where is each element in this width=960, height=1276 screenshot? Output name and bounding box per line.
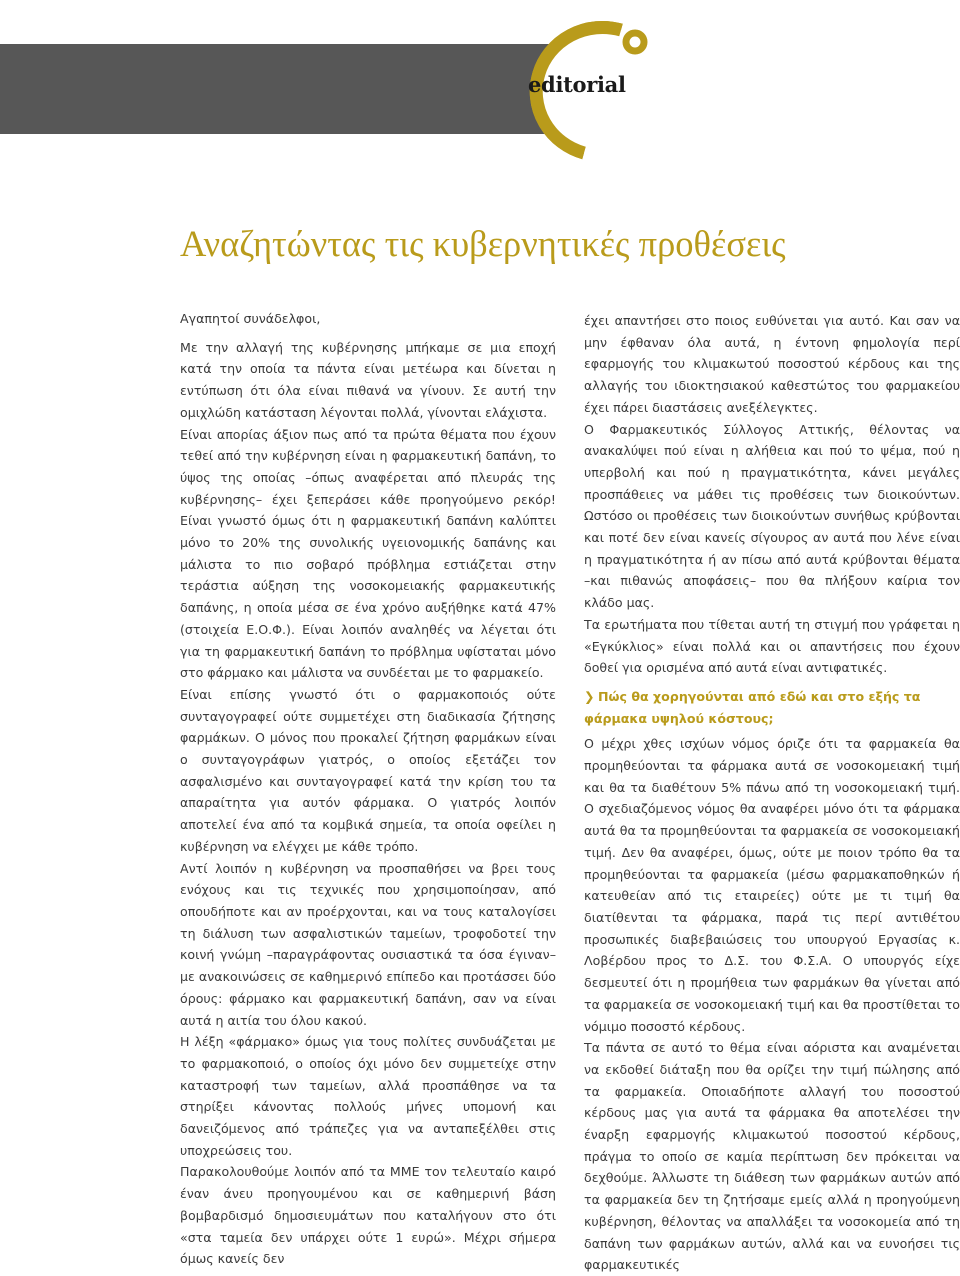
editorial-c-logo xyxy=(0,0,960,200)
paragraph: Η λέξη «φάρμακο» όμως για τους πολίτες συνδυάζεται με το φαρμακοποιό, ο οποίος όχι μόνο δεν συμμετείχε στην καταστροφή των ταμείων, αλλά προσπάθησε να τα στηρίξει κάνοντας πολλούς μήνες υπομονή και δανειζόμενος από τράπεζες για να ανταπεξέλθει στις υποχρεώσεις του. xyxy=(180,1034,556,1158)
paragraph: Παρακολουθούμε λοιπόν από τα ΜΜΕ τον τελευταίο καιρό έναν άνευ προηγουμένου και σε καθημερινή βάση βομβαρδισμό δημοσιευμάτων που καταλήγουν στο ότι «στα ταμεία δεν υπάρχει ούτε 1 ευρώ». Μέχρι σήμερα όμως κανείς δεν xyxy=(180,1164,556,1267)
paragraph: Αντί λοιπόν η κυβέρνηση να προσπαθήσει να βρει τους ενόχους και τις τεχνικές που χρησιμοποίησαν, από οπουδήποτε και αν προέρχονται, και να τους καταλογίσει τη διάλυση των ασφαλιστικών ταμείων, τροφοδοτεί την κοινή γνώμη –παραγράφοντας ουσιαστικά τα όσα έγιναν– με ανακοινώσεις σε καθημερινό επίπεδο και προτάσσει δύο όρους: φάρμακο και φαρμακευτική δαπάνη, σαν να είναι αυτά η αιτία του όλου κακού. xyxy=(180,860,556,1028)
subheading-text: Πώς θα χορηγούνται από εδώ και στο εξής τα φάρμακα υψηλού κόστους; xyxy=(584,688,921,726)
paragraph: Ο μέχρι χθες ισχύων νόμος όριζε ότι τα φαρμακεία θα προμηθεύονται τα φάρμακα αυτά σε νοσοκομειακή τιμή και θα τα διαθέτουν 5% πάνω από τη νοσοκομειακή τιμή. Ο σχεδιαζόμενος νόμος θα αναφέρει μόνο ότι τα φάρμακα αυτά θα τα προμηθεύονται τα φαρμακεία σε νοσοκομειακή τιμή. Δεν θα αναφέρει, όμως, ούτε με ποιον τρόπο θα τα προμηθεύονται τα φαρμακεία (μέσω φαρμακαποθηκών ή κατευθείαν από τις εταιρείες) ούτε με τι τιμή θα διατίθενται τα φάρμακα, παρά τις περί αντιθέτου προσωπικές διαβεβαιώσεις του υπουργού Εργασίας κ. Λοβέρδου προς το Δ.Σ. του Φ.Σ.Α. Ο υπουργός είχε δεσμευτεί ότι η προμήθεια των φαρμάκων θα γίνεται από τα φαρμακεία σε νοσοκομειακή τιμή και θα προστίθεται το νόμιμο ποσοστό κέρδους. xyxy=(584,736,960,1034)
section-subheading xyxy=(584,686,960,729)
paragraph: Ο Φαρμακευτικός Σύλλογος Αττικής, θέλοντας να ανακαλύψει πού είναι η αλήθεια και πού το ψέμα, πού η υπερβολή και πού η πραγματικότητα, κάνει μεγάλες προσπάθειες να μάθει τις προθέσεις των διοικούντων. Ωστόσο οι προθέσεις των διοικούντων συνήθως κρύβονται και ποτέ δεν είναι κανείς σίγουρος αν αυτά που λένε είναι η πραγματικότητα ή αν πίσω από αυτά κρύβονται θέματα –και πιθανώς αποφάσεις– που θα πλήξουν καίρια τον κλάδο μας. xyxy=(584,421,960,611)
article-right-column xyxy=(584,310,960,1276)
paragraph: Είναι απορίας άξιον πως από τα πρώτα θέματα που έχουν τεθεί από την κυβέρνηση είναι η φαρμακευτική δαπάνη, το ύψος της οποίας –όπως αναφέρεται από πλευράς της κυβέρνησης– έχει ξεπεράσει κάθε προηγούμενο ρεκόρ! Είναι γνωστό όμως ότι η φαρμακευτική δαπάνη καλύπτει μόνο το 20% της συνολικής υγειονομικής δαπάνης και μάλιστα το πιο σοβαρό πρόβλημα εστιάζεται στην τεράστια αύξηση της νοσοκομειακής φαρμακευτικής δαπάνης, η οποία μέσα σε ένα χρόνο αυξήθηκε κατά 47% (στοιχεία Ε.Ο.Φ.). Είναι λοιπόν αναληθές να λέγεται ότι για τη φαρμακευτική δαπάνη το πρόβλημα υφίσταται μόνο στο φάρμακο και μάλιστα να συνδέεται με το φαρμακείο. xyxy=(180,426,556,681)
page-title: Αναζητώντας τις κυβερνητικές προθέσεις xyxy=(180,223,786,264)
paragraph: Τα ερωτήματα που τίθεται αυτή τη στιγμή που γράφεται η «Εγκύκλιος» είναι πολλά και οι απαντήσεις που έχουν δοθεί για ορισμένα από αυτά είναι αντιφατικές. xyxy=(584,616,960,676)
paragraph: Είναι επίσης γνωστό ότι ο φαρμακοποιός ούτε συνταγογραφεί ούτε συμμετέχει στη διαδικασία ζήτησης φαρμάκων. Ο μόνος που προκαλεί ζήτηση φαρμάκων είναι ο συνταγογράφων γιατρός, ο οποίος εξετάζει τον ασφαλισμένο και συνταγογραφεί κατά την κρίση του τα απαραίτητα για αυτόν φάρμακα. Ο γιατρός λοιπόν αποτελεί ένα από τα κομβικά σημεία, τα οποία οφείλει η κυβέρνηση να ελέγχει με κάθε τρόπο. xyxy=(180,686,556,854)
chevron-right-icon: ❯ xyxy=(584,688,595,704)
paragraph: έχει απαντήσει στο ποιος ευθύνεται για αυτό. Και σαν να μην έφθαναν όλα αυτά, η έντονη φημολογία περί εφαρμογής του κλιμακωτού ποσοστού κέρδους και της αλλαγής του ιδιοκτησιακού καθεστώτος του φαρμακείου έχει πάρει διαστάσεις ανεξέλεγκτες. xyxy=(584,313,960,415)
paragraph: Με την αλλαγή της κυβέρνησης μπήκαμε σε μια εποχή κατά την οποία τα πάντα είναι μετέωρα και δίνεται η εντύπωση ότι όλα είναι πιθανά να γίνουν. Σε αυτή την ομιχλώδη κατάσταση λέγονται πολλά, γίνονται ελάχιστα. xyxy=(180,339,556,420)
salutation: Αγαπητοί συνάδελφοι, xyxy=(180,311,321,326)
paragraph: Τα πάντα σε αυτό το θέμα είναι αόριστα και αναμένεται να εκδοθεί διάταξη που θα ορίζει την τιμή πώλησης από τα φαρμακεία. Οποιαδήποτε αλλαγή του ποσοστού κέρδους μας για αυτά τα φάρμακα θα αποτελέσει την έναρξη εφαρμογής κλιμακωτού ποσοστού κέρδους, πράγμα το οποίο σε καμία περίπτωση δεν πρόκειται να δεχθούμε. Άλλωστε τη διάθεση των φαρμάκων αυτών από τα φαρμακεία δεν τη ζητήσαμε εμείς αλλά η προηγούμενη κυβέρνηση, θέλοντας να απαλλάξει τα νοσοκομεία από τη δαπάνη των φαρμάκων αυτών, αλλά και να ευνοήσει τις φαρμακευτικές xyxy=(584,1040,960,1273)
article-left-column xyxy=(180,308,556,1270)
section-label: editorial xyxy=(528,72,626,97)
